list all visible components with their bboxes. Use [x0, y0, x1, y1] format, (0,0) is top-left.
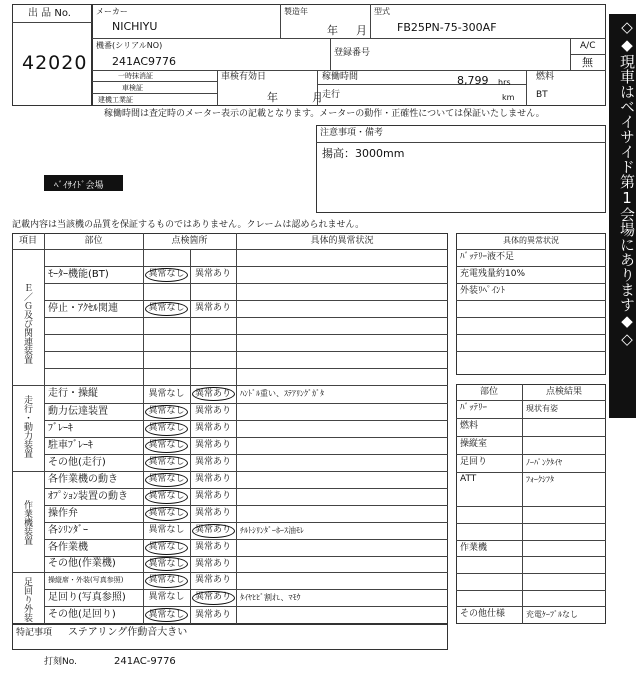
notes-label: 注意事項・備考 — [320, 128, 384, 138]
selection-circle — [145, 422, 188, 436]
row-divider — [44, 368, 448, 369]
result-value: ﾌｫｰｸｼﾌﾀ — [526, 475, 554, 484]
group-undercarriage: 足回り外装 — [22, 576, 32, 622]
row-divider — [456, 436, 606, 437]
check-ok[interactable]: 異常なし — [148, 592, 185, 602]
selection-circle — [145, 507, 188, 521]
row-divider — [44, 505, 448, 506]
row-part: 足回り(写真参照) — [48, 591, 126, 603]
check-ng[interactable]: 異常あり — [194, 609, 231, 620]
check-ok[interactable]: 異常なし — [148, 406, 185, 416]
row-divider — [456, 606, 606, 607]
check-ok[interactable]: 異常なし — [148, 558, 185, 569]
selection-circle — [145, 456, 188, 470]
row-divider — [44, 351, 448, 352]
row-divider — [456, 418, 606, 419]
row-divider — [44, 589, 448, 590]
side-banner-text: ◇◆現車はベイサイド第1会場にあります◆◇ — [618, 18, 636, 348]
selection-circle — [145, 302, 188, 316]
selection-circle — [145, 439, 188, 453]
selection-circle — [145, 473, 188, 487]
check-ok[interactable]: 異常なし — [148, 508, 185, 518]
group-drive: 走行・動力装置 — [22, 394, 32, 458]
result-value: 充電ｹｰﾌﾞﾙなし — [526, 610, 578, 619]
row-divider — [44, 488, 448, 489]
disclaimer: 記載内容は当該機の品質を保証するものではありません。クレームは認められません。 — [12, 220, 365, 230]
check-ng[interactable]: 異常あり — [194, 388, 231, 399]
check-ng[interactable]: 異常あり — [194, 457, 231, 467]
check-ok[interactable]: 異常なし — [148, 457, 185, 467]
row-part: 動力伝達装置 — [48, 405, 108, 417]
check-ok[interactable]: 異常なし — [148, 388, 185, 399]
month-unit: 月 — [356, 24, 367, 37]
row-detail: ﾀｲﾔﾋﾋﾞ割れ、ﾏﾓｳ — [240, 592, 301, 602]
result-table — [456, 384, 606, 624]
right-detail-line: 外装ﾘﾍﾟｲﾝﾄ — [460, 286, 506, 296]
result-part: 作業機 — [460, 543, 488, 553]
year-label: 製造年 — [284, 7, 308, 16]
selection-circle — [145, 557, 188, 571]
row-divider — [456, 573, 606, 574]
row-divider — [44, 300, 448, 301]
row-detail: ﾊﾝﾄﾞﾙ重い、ｽﾃｱﾘﾝｸﾞｶﾞﾀ — [240, 389, 324, 398]
fuel-label: 燃料 — [536, 72, 555, 82]
expiry-month-unit: 月 — [312, 91, 323, 104]
inspection-cert-label: 車検証 — [122, 84, 143, 92]
hours-unit: hrs — [498, 78, 511, 87]
group-engine: Ｅ／Ｇ及び関連装置 — [22, 282, 32, 364]
check-ng[interactable]: 異常あり — [194, 406, 231, 416]
stamp-value: 241AC-9776 — [114, 656, 176, 667]
selection-circle — [192, 387, 235, 401]
venue-badge: ﾍﾞｲｻｲﾄﾞ会場 — [44, 175, 123, 191]
check-ng[interactable]: 異常あり — [194, 525, 231, 535]
check-ok[interactable]: 異常なし — [148, 525, 185, 535]
expiry-year-unit: 年 — [267, 91, 278, 104]
result-part: 足回り — [460, 457, 488, 467]
check-ng[interactable]: 異常あり — [194, 508, 231, 518]
check-ng[interactable]: 異常あり — [194, 474, 231, 484]
product-no: 42020 — [22, 52, 88, 74]
construction-cert-label: 建機工業証 — [98, 96, 133, 104]
row-divider — [456, 523, 606, 524]
selection-circle — [145, 405, 188, 419]
row-divider — [456, 506, 606, 507]
row-divider — [44, 420, 448, 421]
check-ng[interactable]: 異常あり — [194, 575, 231, 585]
th-part: 部位 — [84, 236, 103, 246]
row-divider — [44, 556, 448, 557]
model-value: FB25PN-75-300AF — [397, 21, 497, 34]
check-ok[interactable]: 異常なし — [148, 575, 185, 585]
check-ng[interactable]: 異常あり — [194, 303, 231, 313]
check-ng[interactable]: 異常あり — [194, 423, 231, 433]
row-divider — [12, 572, 448, 573]
check-ok[interactable]: 異常なし — [148, 474, 185, 484]
selection-circle — [145, 490, 188, 504]
selection-circle — [192, 591, 235, 605]
check-ok[interactable]: 異常なし — [148, 609, 185, 620]
row-divider — [456, 556, 606, 557]
maker-label: メーカー — [96, 7, 128, 16]
check-ng[interactable]: 異常あり — [194, 542, 231, 552]
special-notes-content: ステアリング作動音大きい — [68, 627, 188, 638]
result-part: ﾊﾞｯﾃﾘｰ — [460, 403, 488, 413]
result-part: ATT — [460, 474, 477, 484]
result-part-header: 部位 — [479, 387, 498, 397]
row-divider — [44, 403, 448, 404]
row-divider — [44, 334, 448, 335]
row-divider — [456, 351, 606, 352]
row-part: その他(作業機) — [48, 558, 116, 569]
year-unit: 年 — [327, 24, 338, 37]
selection-circle — [145, 541, 188, 555]
selection-circle — [192, 524, 235, 538]
row-part: ｵﾌﾟｼｮﾝ装置の動き — [48, 490, 128, 502]
temp-cert-label: 一時抹消証 — [118, 72, 153, 80]
row-divider — [456, 540, 606, 541]
ac-value: 無 — [582, 56, 593, 69]
serial-label: 機番(シリアルNO) — [96, 41, 163, 50]
row-divider — [44, 454, 448, 455]
row-divider — [44, 317, 448, 318]
result-part: 燃料 — [460, 421, 479, 431]
row-part: ﾌﾞﾚｰｷ — [48, 422, 73, 434]
maker-value: NICHIYU — [112, 20, 158, 33]
ac-label: A/C — [580, 41, 596, 51]
check-ok[interactable]: 異常なし — [148, 423, 185, 433]
selection-circle — [145, 574, 188, 588]
row-part: 操縦席・外装(写真参照) — [48, 575, 124, 584]
row-divider — [456, 590, 606, 591]
notes-content: 揚高：3000mm — [322, 147, 405, 160]
row-divider — [456, 300, 606, 301]
special-notes-label: 特記事項 — [16, 628, 53, 638]
right-detail-line: ﾊﾞｯﾃﾘｰ液不足 — [460, 252, 515, 262]
check-ng[interactable]: 異常あり — [194, 269, 231, 279]
serial-value: 241AC9776 — [112, 55, 177, 68]
row-divider — [456, 283, 606, 284]
row-detail: ﾁﾙﾄｼﾘﾝﾀﾞｰﾎｰｽ油ﾓﾚ — [240, 525, 304, 535]
th-detail: 具体的異常状況 — [310, 236, 374, 246]
result-value: 現状有姿 — [526, 404, 558, 413]
row-divider — [12, 471, 448, 472]
hours-label: 稼働時間 — [322, 72, 359, 82]
row-part: その他(走行) — [48, 456, 106, 468]
side-banner — [609, 14, 636, 418]
check-ok[interactable]: 異常なし — [148, 269, 185, 279]
fuel-value: BT — [536, 90, 548, 100]
selection-circle — [145, 268, 188, 282]
hours-notice: 稼働時間は査定時のメーター表示の記載となります。メーターの動作・正確性については保証いたしません。 — [104, 109, 545, 119]
stamp-label: 打刻No. — [44, 657, 77, 667]
mileage-label: 走行 — [322, 90, 341, 100]
th-check: 点検箇所 — [171, 236, 208, 246]
row-part: 各作業機の動き — [48, 473, 118, 485]
registration-label: 登録番号 — [334, 48, 371, 58]
check-ng[interactable]: 異常あり — [194, 592, 231, 602]
check-ok[interactable]: 異常なし — [148, 491, 185, 501]
result-part: 操縦室 — [460, 439, 488, 449]
result-value: ﾉｰﾊﾟﾝｸﾀｲﾔ — [526, 458, 562, 467]
check-ng[interactable]: 異常あり — [194, 491, 231, 501]
check-ng[interactable]: 異常あり — [194, 558, 231, 569]
notes-box — [316, 125, 606, 213]
row-divider — [12, 385, 448, 386]
row-divider — [456, 472, 606, 473]
product-no-label: 出 品 No. — [28, 8, 71, 19]
row-divider — [456, 266, 606, 267]
row-part: 駐車ﾌﾞﾚｰｷ — [48, 439, 93, 451]
selection-circle — [145, 608, 188, 622]
row-divider — [44, 437, 448, 438]
row-part: 各作業機 — [48, 541, 88, 553]
th-item: 項目 — [18, 236, 37, 246]
row-part: 各ｼﾘﾝﾀﾞｰ — [48, 524, 88, 536]
inspection-expiry-label: 車検有効日 — [221, 72, 267, 82]
row-part: 操作弁 — [48, 507, 78, 519]
row-divider — [456, 317, 606, 318]
check-ok[interactable]: 異常なし — [148, 440, 185, 450]
row-divider — [456, 334, 606, 335]
row-divider — [44, 266, 448, 267]
result-result-header: 点検結果 — [545, 387, 582, 397]
right-detail-line: 充電残量約10% — [460, 269, 526, 279]
result-part: その他仕様 — [460, 609, 506, 619]
check-ok[interactable]: 異常なし — [148, 542, 185, 552]
right-detail-header: 具体的異常状況 — [503, 236, 559, 245]
row-divider — [44, 539, 448, 540]
model-label: 型式 — [374, 7, 390, 16]
row-part: ﾓｰﾀｰ機能(BT) — [48, 268, 109, 280]
row-part: その他(足回り) — [48, 609, 116, 620]
row-divider — [44, 283, 448, 284]
row-part: 走行・操縦 — [48, 388, 98, 399]
row-divider — [44, 522, 448, 523]
row-divider — [44, 606, 448, 607]
hours-value: 8,799 — [457, 74, 489, 87]
group-workequip: 作業機装置 — [22, 499, 32, 545]
row-part: 停止・ｱｸｾﾙ関連 — [48, 302, 118, 314]
check-ng[interactable]: 異常あり — [194, 440, 231, 450]
check-ok[interactable]: 異常なし — [148, 303, 185, 313]
row-divider — [456, 454, 606, 455]
km-unit: km — [502, 93, 515, 102]
